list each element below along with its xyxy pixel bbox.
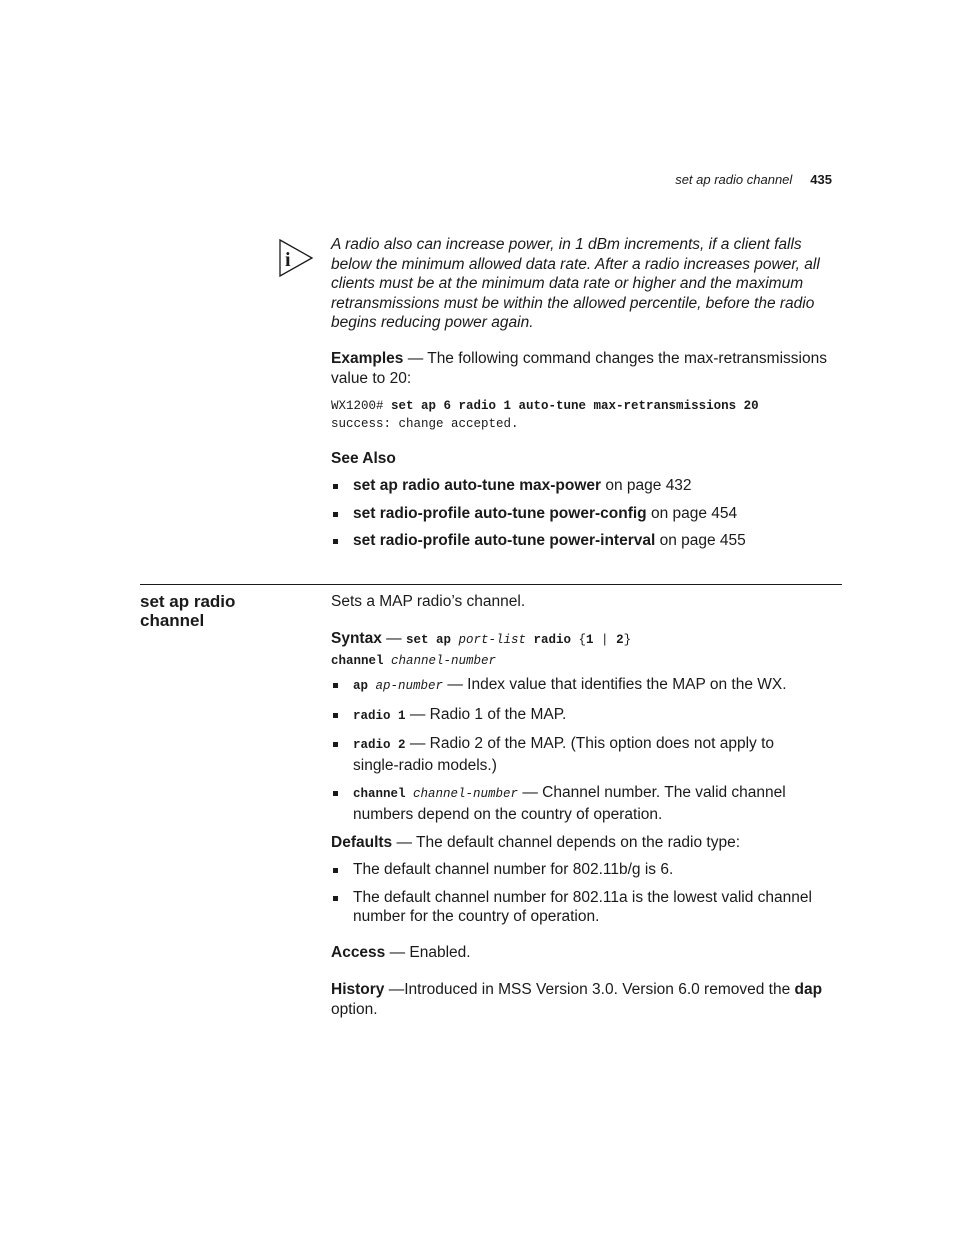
parameter-argument: ap-number	[375, 679, 444, 693]
info-icon	[278, 238, 314, 278]
parameter-description: — Channel number. The valid channel numbers depend on the country of operation.	[353, 784, 786, 823]
parameter-description: — Index value that identifies the MAP on the WX.	[443, 676, 787, 693]
parameter-keyword: radio 2	[353, 738, 406, 752]
access-paragraph	[331, 943, 471, 963]
see-also-item[interactable]	[331, 504, 843, 524]
example-prompt: WX1200#	[331, 399, 392, 413]
defaults-item: The default channel number for 802.11a is the lowest valid channel number for the country of operation.	[331, 888, 831, 927]
note-text: A radio also can increase power, in 1 dBm increments, if a client falls below the minimum allowed data rate. After a radio increases power, all clients must be at the minimum data rate or higher and the maximum retransmissions must be within the allowed percentile, before the radio begins reducing power again.	[331, 236, 820, 331]
parameter-description: — Radio 2 of the MAP. (This option does not apply to single-radio models.)	[353, 735, 774, 774]
parameter-item	[331, 705, 821, 727]
section-title-line: channel	[140, 611, 205, 630]
syntax-keyword: radio	[526, 633, 579, 647]
history-keyword: dap	[794, 981, 823, 998]
syntax-dash: —	[381, 630, 406, 647]
access-text: — Enabled.	[385, 944, 471, 961]
parameter-argument: channel-number	[413, 787, 519, 801]
section-title	[140, 592, 235, 630]
see-also-heading: See Also	[331, 450, 396, 467]
syntax-label: Syntax	[331, 630, 382, 647]
examples-label: Examples	[331, 350, 404, 367]
syntax-argument: channel-number	[391, 654, 497, 668]
syntax-block	[331, 629, 631, 671]
syntax-brace: }	[623, 633, 632, 647]
see-also-link[interactable]: set ap radio auto-tune max-power	[353, 477, 602, 494]
see-also-link[interactable]: set radio-profile auto-tune power-config	[353, 504, 647, 522]
page-number: 435	[810, 172, 832, 187]
see-also-list	[331, 476, 843, 551]
parameter-keyword: channel	[353, 787, 414, 801]
syntax-argument: port-list	[458, 633, 526, 647]
running-title: set ap radio channel	[675, 172, 793, 187]
syntax-keyword: 1	[586, 633, 594, 647]
defaults-paragraph	[331, 833, 740, 853]
access-label: Access	[331, 944, 386, 961]
parameter-keyword: ap	[353, 679, 376, 693]
syntax-brace: {	[578, 633, 587, 647]
examples-paragraph	[331, 349, 843, 388]
history-label: History	[331, 981, 385, 998]
see-also-page: on page 432	[601, 477, 692, 494]
parameter-list	[331, 675, 821, 824]
defaults-list	[331, 860, 831, 927]
see-also-page: on page 454	[646, 504, 738, 522]
history-paragraph	[331, 980, 843, 1019]
parameter-description: — Radio 1 of the MAP.	[405, 705, 567, 723]
syntax-keyword: channel	[331, 654, 392, 668]
examples-text: — The following command changes the max-retransmissions value to 20:	[331, 350, 827, 387]
section-intro: Sets a MAP radio’s channel.	[331, 593, 526, 610]
see-also-item[interactable]	[331, 476, 843, 496]
syntax-separator: |	[593, 633, 617, 647]
history-tail: option.	[331, 1000, 378, 1018]
history-text: —Introduced in MSS Version 3.0. Version 6.0 removed the	[384, 981, 795, 998]
parameter-keyword: radio 1	[353, 708, 406, 723]
see-also-item[interactable]	[331, 531, 843, 551]
parameter-item	[331, 734, 821, 775]
section-title-line: set ap radio	[140, 592, 236, 611]
syntax-keyword: 2	[616, 633, 624, 647]
see-also-link[interactable]: set radio-profile auto-tune power-interval	[353, 532, 656, 549]
section-divider	[140, 584, 842, 585]
see-also-page: on page 455	[655, 532, 746, 549]
defaults-item: The default channel number for 802.11b/g is 6.	[331, 860, 831, 880]
defaults-label: Defaults	[331, 834, 393, 851]
example-code-block	[331, 397, 759, 433]
running-header	[675, 172, 832, 187]
parameter-item	[331, 675, 821, 697]
example-command: set ap 6 radio 1 auto-tune max-retransmissions 20	[391, 399, 759, 413]
parameter-item	[331, 783, 821, 824]
svg-text:i: i	[285, 249, 291, 271]
example-output: success: change accepted.	[331, 417, 519, 431]
defaults-text: — The default channel depends on the radio type:	[392, 834, 741, 851]
syntax-keyword: set ap	[405, 633, 459, 647]
